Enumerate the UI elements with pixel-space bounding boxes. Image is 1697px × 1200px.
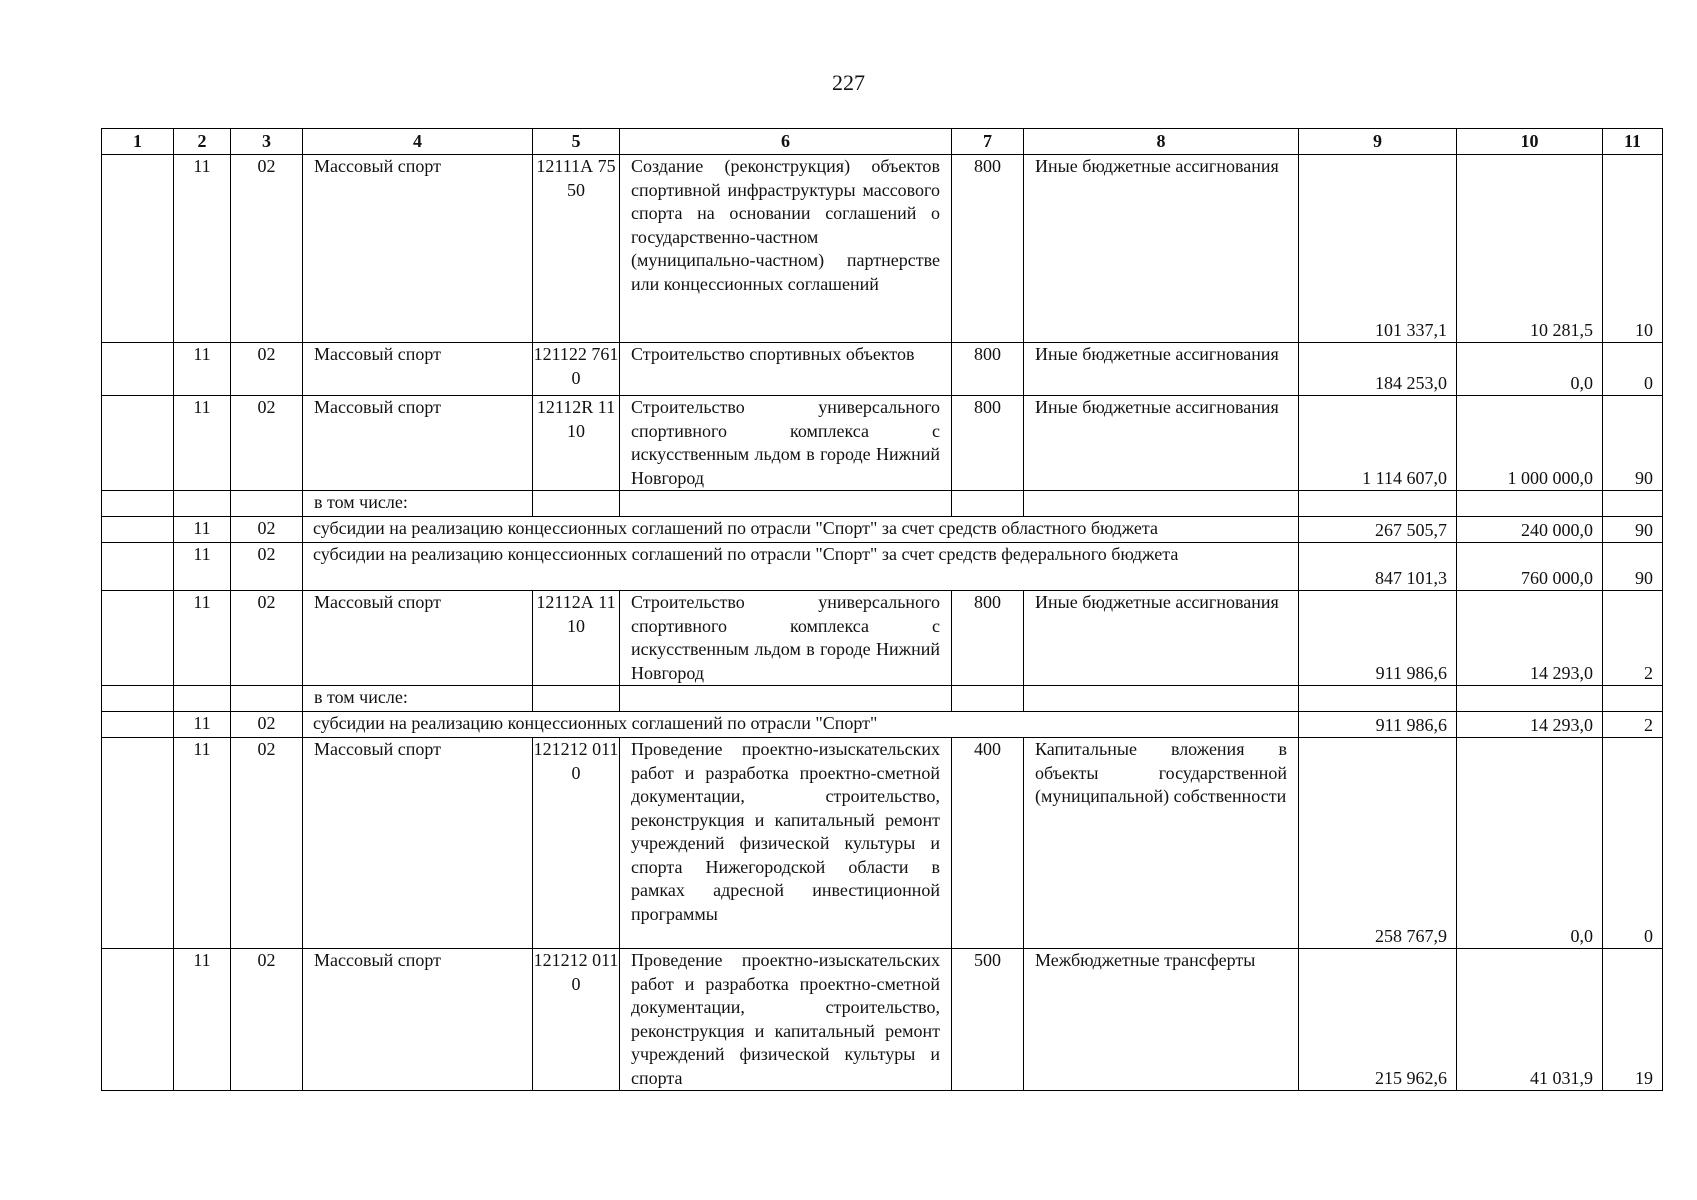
cell-expense-type: 800 xyxy=(952,396,1024,491)
cell-amount-actual: 760 000,0 xyxy=(1457,543,1603,591)
cell-section: 11 xyxy=(174,591,231,686)
cell-section: 11 xyxy=(174,712,231,738)
table-row xyxy=(102,155,1663,343)
cell-expense-name: Капитальные вложения в объекты государственной (муниципальной) собственности xyxy=(1024,738,1299,949)
cell-target-code: 12111А 7550 xyxy=(533,155,620,343)
table-row xyxy=(102,343,1663,396)
cell-subsidy-text: субсидии на реализацию концессионных соглашений по отрасли "Спорт" за счет средств областного бюджета xyxy=(303,517,1299,543)
cell-name: Массовый спорт xyxy=(303,591,533,686)
header-cell: 5 xyxy=(533,129,620,155)
table-row xyxy=(102,712,1663,738)
cell-empty xyxy=(620,491,952,517)
cell-name: Массовый спорт xyxy=(303,155,533,343)
table-row xyxy=(102,686,1663,712)
cell-percent: 2 xyxy=(1603,591,1663,686)
cell-empty xyxy=(102,591,174,686)
cell-target-code: 121212 0110 xyxy=(533,738,620,949)
cell-expense-type: 800 xyxy=(952,591,1024,686)
cell-subsection: 02 xyxy=(231,517,303,543)
header-cell: 7 xyxy=(952,129,1024,155)
cell-name: Массовый спорт xyxy=(303,949,533,1091)
cell-name: Массовый спорт xyxy=(303,343,533,396)
cell-amount-plan: 267 505,7 xyxy=(1299,517,1457,543)
cell-amount-plan: 184 253,0 xyxy=(1299,343,1457,396)
cell-expense-type: 500 xyxy=(952,949,1024,1091)
budget-table xyxy=(101,128,1663,1091)
cell-empty xyxy=(1603,491,1663,517)
table-row xyxy=(102,517,1663,543)
cell-subsection: 02 xyxy=(231,543,303,591)
cell-amount-actual: 14 293,0 xyxy=(1457,712,1603,738)
cell-empty xyxy=(1024,686,1299,712)
cell-empty xyxy=(102,155,174,343)
cell-name: Массовый спорт xyxy=(303,396,533,491)
cell-target-code: 12112А 1110 xyxy=(533,591,620,686)
cell-amount-actual: 14 293,0 xyxy=(1457,591,1603,686)
cell-section: 11 xyxy=(174,949,231,1091)
cell-empty xyxy=(533,686,620,712)
cell-expense-type: 800 xyxy=(952,343,1024,396)
cell-amount-plan: 911 986,6 xyxy=(1299,712,1457,738)
cell-amount-actual: 1 000 000,0 xyxy=(1457,396,1603,491)
cell-amount-actual: 0,0 xyxy=(1457,738,1603,949)
cell-empty xyxy=(174,491,231,517)
cell-section: 11 xyxy=(174,517,231,543)
cell-percent: 19 xyxy=(1603,949,1663,1091)
cell-empty xyxy=(102,949,174,1091)
cell-percent: 2 xyxy=(1603,712,1663,738)
header-cell: 4 xyxy=(303,129,533,155)
cell-empty xyxy=(102,491,174,517)
cell-expense-type: 800 xyxy=(952,155,1024,343)
cell-description: Строительство универсального спортивного комплекса с искусственным льдом в городе Нижний Новгород xyxy=(620,396,952,491)
cell-target-code: 121212 0110 xyxy=(533,949,620,1091)
cell-subsection: 02 xyxy=(231,343,303,396)
cell-empty xyxy=(102,396,174,491)
cell-amount-plan: 258 767,9 xyxy=(1299,738,1457,949)
cell-description: Строительство универсального спортивного комплекса с искусственным льдом в городе Нижний Новгород xyxy=(620,591,952,686)
table-row xyxy=(102,543,1663,591)
cell-section: 11 xyxy=(174,543,231,591)
cell-expense-name: Межбюджетные трансферты xyxy=(1024,949,1299,1091)
table-row xyxy=(102,491,1663,517)
cell-amount-plan: 911 986,6 xyxy=(1299,591,1457,686)
cell-empty xyxy=(1299,491,1457,517)
cell-empty xyxy=(1299,686,1457,712)
cell-percent: 0 xyxy=(1603,343,1663,396)
cell-empty xyxy=(231,491,303,517)
cell-section: 11 xyxy=(174,396,231,491)
table-row xyxy=(102,396,1663,491)
header-cell: 8 xyxy=(1024,129,1299,155)
cell-empty xyxy=(231,686,303,712)
cell-including-label: в том числе: xyxy=(303,491,533,517)
cell-section: 11 xyxy=(174,738,231,949)
cell-empty xyxy=(102,517,174,543)
cell-amount-plan: 1 114 607,0 xyxy=(1299,396,1457,491)
table-row xyxy=(102,738,1663,949)
cell-expense-name: Иные бюджетные ассигнования xyxy=(1024,343,1299,396)
cell-empty xyxy=(1603,686,1663,712)
cell-empty xyxy=(102,543,174,591)
cell-empty xyxy=(102,738,174,949)
header-cell: 2 xyxy=(174,129,231,155)
cell-amount-actual: 0,0 xyxy=(1457,343,1603,396)
cell-target-code: 121122 7610 xyxy=(533,343,620,396)
header-cell: 1 xyxy=(102,129,174,155)
cell-name: Массовый спорт xyxy=(303,738,533,949)
cell-empty xyxy=(620,686,952,712)
cell-subsection: 02 xyxy=(231,712,303,738)
cell-amount-actual: 41 031,9 xyxy=(1457,949,1603,1091)
cell-subsection: 02 xyxy=(231,155,303,343)
header-cell: 9 xyxy=(1299,129,1457,155)
header-cell: 3 xyxy=(231,129,303,155)
cell-amount-actual: 240 000,0 xyxy=(1457,517,1603,543)
cell-empty xyxy=(102,343,174,396)
cell-empty xyxy=(174,686,231,712)
cell-amount-plan: 215 962,6 xyxy=(1299,949,1457,1091)
cell-percent: 0 xyxy=(1603,738,1663,949)
header-row xyxy=(102,129,1663,155)
header-cell: 11 xyxy=(1603,129,1663,155)
cell-description: Проведение проектно-изыскательских работ и разработка проектно-сметной документации, строительство, реконструкция и капитальный ремонт учреждений физической культуры и спорта Нижегородской области в рамках адресной инвестиционной программы xyxy=(620,738,952,949)
cell-empty xyxy=(533,491,620,517)
cell-subsection: 02 xyxy=(231,591,303,686)
header-cell: 10 xyxy=(1457,129,1603,155)
cell-subsection: 02 xyxy=(231,396,303,491)
cell-amount-plan: 101 337,1 xyxy=(1299,155,1457,343)
header-cell: 6 xyxy=(620,129,952,155)
cell-subsidy-text: субсидии на реализацию концессионных соглашений по отрасли "Спорт" xyxy=(303,712,1299,738)
cell-empty xyxy=(952,491,1024,517)
cell-empty xyxy=(952,686,1024,712)
cell-expense-name: Иные бюджетные ассигнования xyxy=(1024,396,1299,491)
cell-description: Строительство спортивных объектов xyxy=(620,343,952,396)
cell-empty xyxy=(1024,491,1299,517)
cell-empty xyxy=(102,686,174,712)
cell-section: 11 xyxy=(174,343,231,396)
cell-percent: 90 xyxy=(1603,543,1663,591)
cell-percent: 90 xyxy=(1603,517,1663,543)
cell-empty xyxy=(102,712,174,738)
cell-empty xyxy=(1457,491,1603,517)
cell-amount-plan: 847 101,3 xyxy=(1299,543,1457,591)
cell-expense-name: Иные бюджетные ассигнования xyxy=(1024,591,1299,686)
cell-subsection: 02 xyxy=(231,738,303,949)
table-row xyxy=(102,949,1663,1091)
cell-empty xyxy=(1457,686,1603,712)
cell-description: Проведение проектно-изыскательских работ и разработка проектно-сметной документации, строительство, реконструкция и капитальный ремонт учреждений физической культуры и спорта xyxy=(620,949,952,1091)
cell-expense-type: 400 xyxy=(952,738,1024,949)
table-row xyxy=(102,591,1663,686)
cell-subsection: 02 xyxy=(231,949,303,1091)
cell-including-label: в том числе: xyxy=(303,686,533,712)
cell-percent: 10 xyxy=(1603,155,1663,343)
cell-section: 11 xyxy=(174,155,231,343)
cell-amount-actual: 10 281,5 xyxy=(1457,155,1603,343)
cell-percent: 90 xyxy=(1603,396,1663,491)
cell-target-code: 12112R 1110 xyxy=(533,396,620,491)
cell-description: Создание (реконструкция) объектов спортивной инфраструктуры массового спорта на основании соглашений о государственно-частном (муниципально-частном) партнерстве или концессионных соглашений xyxy=(620,155,952,343)
cell-expense-name: Иные бюджетные ассигнования xyxy=(1024,155,1299,343)
cell-subsidy-text: субсидии на реализацию концессионных соглашений по отрасли "Спорт" за счет средств федерального бюджета xyxy=(303,543,1299,591)
page-number: 227 xyxy=(832,70,865,95)
